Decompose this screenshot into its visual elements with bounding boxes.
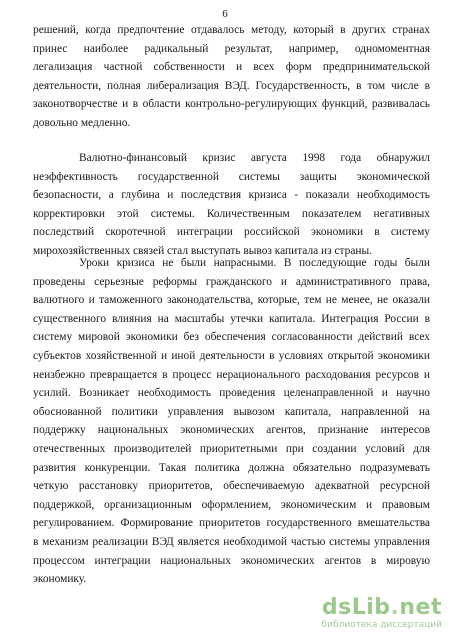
watermark-logo-main: dsLib <box>321 595 391 620</box>
page-number: 6 <box>222 8 228 20</box>
text-line: поддержкой, организационным оформлением, экономическим и правовым <box>33 498 430 511</box>
text-line: легализация частной собственности и всех форм предпринимательской <box>33 61 430 74</box>
text-line: валютного и таможенного законодательства, которые, тем не менее, не оказали <box>33 294 430 307</box>
dslib-watermark[interactable] <box>312 596 442 631</box>
text-line: Валютно-финансовый кризис августа 1998 года обнаружил <box>79 152 430 164</box>
text-line: систему мировой экономики без обеспечения согласованности действий всех <box>33 331 430 344</box>
text-line: мирохозяйственных связей стал выступать вывоз капитала из страны. <box>33 244 373 257</box>
text-line: поддержку национальных экономических агентов, признание интересов <box>33 424 430 437</box>
paragraph-3 <box>33 254 430 589</box>
text-line: существенного влияния на масштабы утечки капитала. Интеграция России в <box>33 312 430 325</box>
text-line: последствий скоротечной интеграции российской экономики в систему <box>33 226 430 239</box>
text-line: обоснованной политики управления вывозом капитала, направленной на <box>33 405 430 418</box>
text-line: субъектов хозяйственной и иной деятельности в условиях открытой экономики <box>33 349 430 362</box>
text-line: отечественных производителей приоритетными при создании условий для <box>33 442 430 455</box>
text-line: принес наиболее радикальный результат, например, одномоментная <box>33 42 430 55</box>
text-line: усилий. Возникает необходимость проведения целенаправленной и научно <box>33 387 430 400</box>
text-line: неизбежно превращается в процесс нерационального расходования ресурсов и <box>33 368 430 381</box>
watermark-logo-tld: net <box>399 595 442 620</box>
text-line: экономику. <box>33 573 87 586</box>
text-line: развития конкуренции. Такая политика должна обязательно подразумевать <box>33 461 430 474</box>
text-line: законотворчестве и в области контрольно-регулирующих функций, развивалась <box>33 98 430 111</box>
text-line: деятельности, полная либерализация ВЭД. Государственность, в том числе в <box>33 79 430 92</box>
text-line: проведены серьезные реформы гражданского и административного права, <box>33 275 430 288</box>
text-line: процессом интеграции национальных экономических агентов в мировую <box>33 554 430 567</box>
watermark-logo-dot: . <box>390 595 400 620</box>
text-line: в механизм реализации ВЭД является необходимой частью системы управления <box>33 535 430 548</box>
watermark-caption: библиотека диссертаций <box>321 620 442 630</box>
paragraph-1 <box>33 21 430 133</box>
text-line: довольно медленно. <box>33 116 131 129</box>
text-line: безопасности, а глубина и последствия кризиса - показали необходимость <box>33 189 430 202</box>
text-line: неэффективность государственной системы защиты экономической <box>33 170 430 183</box>
text-line: регулированием. Формирование приоритетов государственного вмешательства <box>33 517 430 530</box>
text-line: решений, когда предпочтение отдавалось методу, который в других странах <box>33 24 430 36</box>
watermark-logo <box>312 596 442 620</box>
text-line: корректировки этой системы. Количественным показателем негативных <box>33 207 430 220</box>
paragraph-2 <box>33 149 430 261</box>
text-line: Уроки кризиса не были напрасными. В последующие годы были <box>79 257 430 269</box>
text-line: четкую расстановку приоритетов, обеспечиваемую адекватной ресурсной <box>33 480 430 493</box>
